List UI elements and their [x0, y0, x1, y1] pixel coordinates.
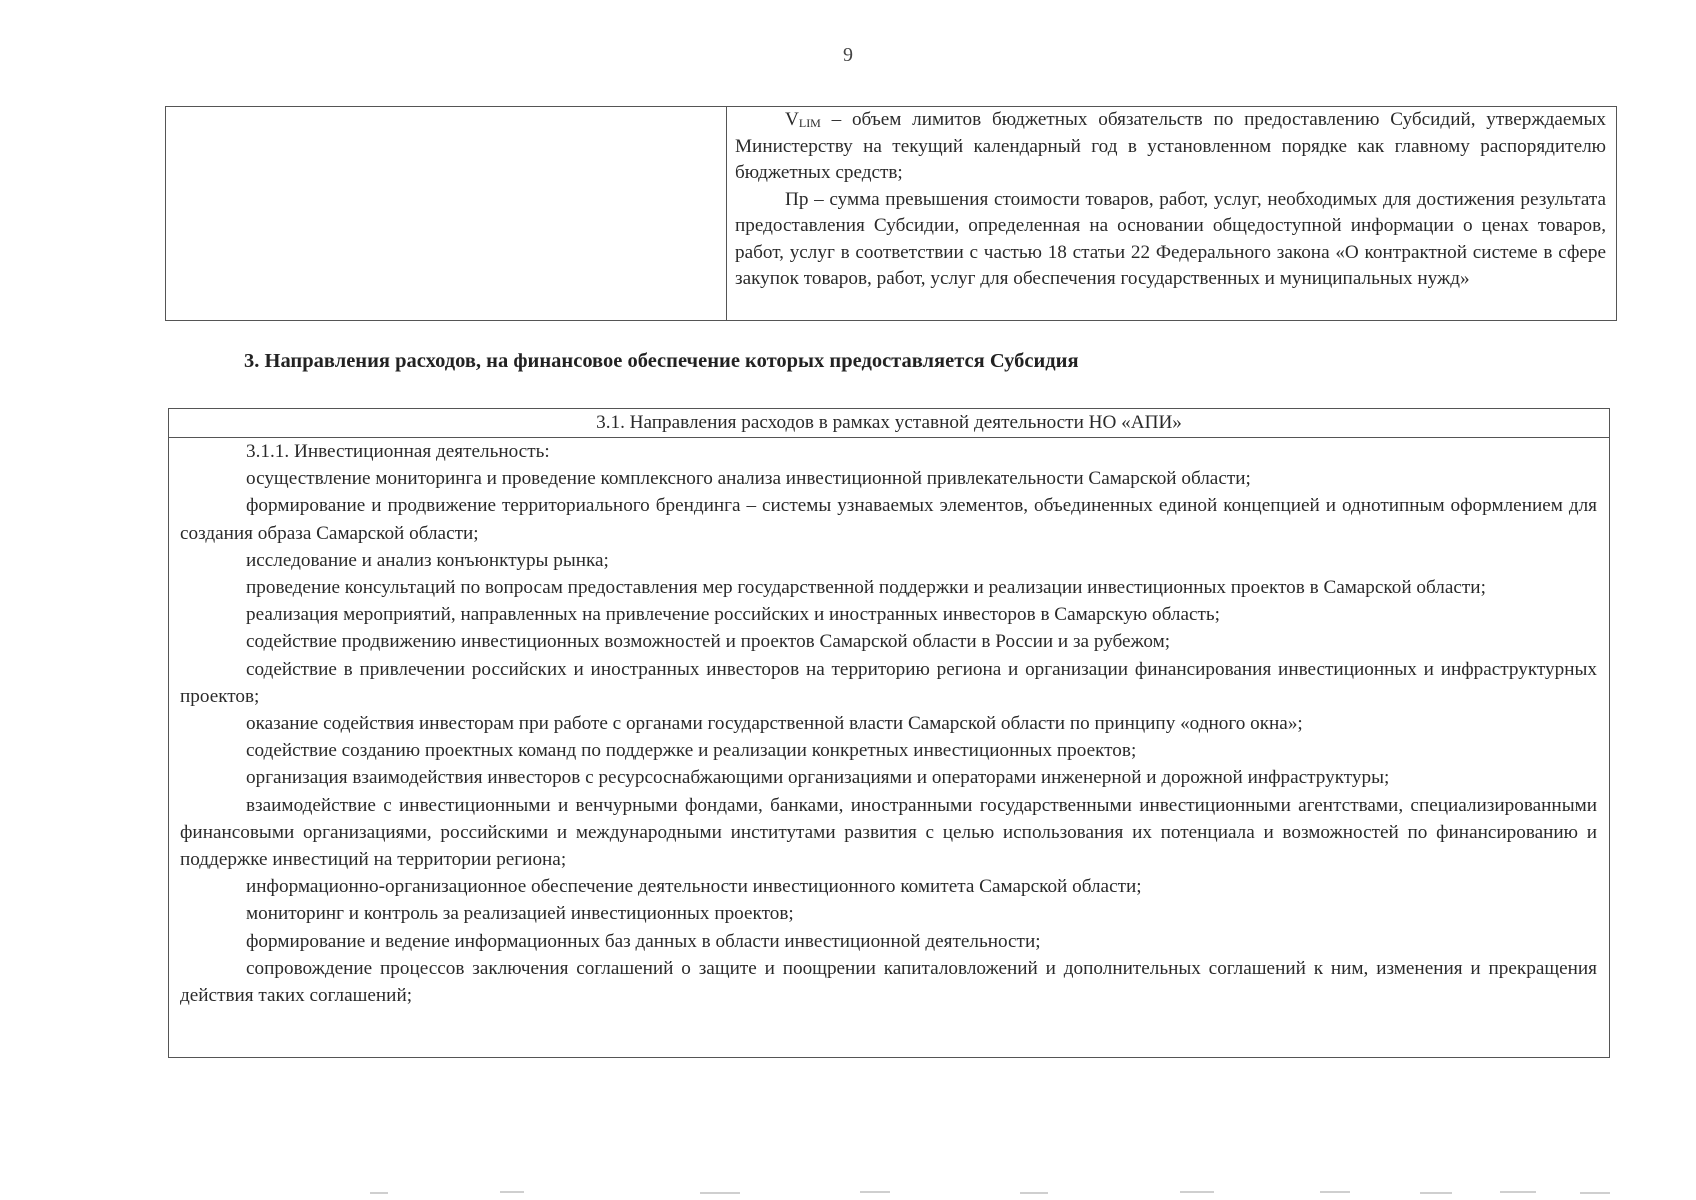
list-item: содействие продвижению инвестиционных возможностей и проектов Самарской области в России и за рубежом;	[246, 631, 1171, 653]
scan-artifact	[1500, 1191, 1536, 1193]
list-item: содействие созданию проектных команд по поддержке и реализации конкретных инвестиционных проектов;	[246, 740, 1137, 762]
list-item: реализация мероприятий, направленных на привлечение российских и иностранных инвесторов в Самарскую область;	[246, 604, 1220, 626]
definition-text: Пр – сумма превышения стоимости товаров, работ, услуг, необходимых для достижения результата предоставления Субсидии, определенная на основании общедоступной информации о ценах товаров, работ, услуг в соответствии с частью 18 статьи 22 Федерального закона «О контрактной системе в сфере закупок товаров, работ, услуг для обеспечения государственных и муниципальных нужд»	[735, 188, 1606, 289]
section-heading: 3. Направления расходов, на финансовое обеспечение которых предоставляется Субсидия	[244, 350, 1079, 372]
formula-definitions-table	[165, 106, 1617, 321]
scan-artifact	[1180, 1191, 1214, 1193]
list-item: осуществление мониторинга и проведение комплексного анализа инвестиционной привлекательности Самарской области;	[246, 468, 1251, 490]
scan-artifact	[1020, 1192, 1048, 1194]
list-item: взаимодействие с инвестиционными и венчурными фондами, банками, иностранными государственными инвестиционными агентствами, специализированными финансовыми организациями, российскими и международными институтами развития с целью использования их потенциала и возможностей по финансированию и поддержке инвестиций на территории региона;	[180, 794, 1597, 871]
list-item: проведение консультаций по вопросам предоставления мер государственной поддержки и реализации инвестиционных проектов в Самарской области;	[246, 577, 1486, 599]
list-item: оказание содействия инвесторам при работе с органами государственной власти Самарской области по принципу «одного окна»;	[246, 713, 1303, 735]
expense-directions-table	[168, 408, 1610, 1058]
list-item: организация взаимодействия инвесторов с ресурсоснабжающими организациями и операторами инженерной и дорожной инфраструктуры;	[246, 767, 1390, 789]
definition-v-lim	[735, 107, 1606, 187]
definition-text: – объем лимитов бюджетных обязательств по предоставлению Субсидий, утверждаемых Министерству на текущий календарный год в установленном порядке как главному распорядителю бюджетных средств;	[735, 109, 1606, 183]
list-item: формирование и ведение информационных баз данных в области инвестиционной деятельности;	[246, 930, 1041, 952]
scan-artifact	[370, 1192, 388, 1194]
list-item: 3.1.1. Инвестиционная деятельность:	[246, 441, 550, 462]
definitions-cell	[727, 107, 1616, 320]
list-item: мониторинг и контроль за реализацией инвестиционных проектов;	[246, 903, 794, 925]
list-item: информационно-организационное обеспечение деятельности инвестиционного комитета Самарской области;	[246, 876, 1142, 898]
definition-symbol: V	[785, 109, 799, 130]
list-item: формирование и продвижение территориального брендинга – системы узнаваемых элементов, объединенных единой концепцией и однотипным оформлением для создания образа Самарской области;	[180, 495, 1597, 544]
scan-artifact	[1320, 1191, 1350, 1193]
page-number: 9	[843, 44, 853, 66]
definition-pr	[735, 187, 1606, 293]
scan-artifact	[700, 1192, 740, 1194]
list-item: исследование и анализ конъюнктуры рынка;	[246, 549, 609, 571]
definition-subscript: LIM	[798, 116, 821, 130]
empty-cell	[166, 107, 727, 320]
table-body	[169, 438, 1609, 1009]
scan-artifact	[860, 1191, 890, 1193]
scan-artifact	[1580, 1192, 1610, 1194]
table-header: 3.1. Направления расходов в рамках уставной деятельности НО «АПИ»	[169, 409, 1609, 438]
list-item: сопровождение процессов заключения соглашений о защите и поощрении капиталовложений и дополнительных соглашений к ним, изменения и прекращения действия таких соглашений;	[180, 957, 1597, 1007]
list-item: содействие в привлечении российских и иностранных инвесторов на территорию региона и организации финансирования инвестиционных и инфраструктурных проектов;	[180, 658, 1597, 707]
scan-artifact	[1420, 1192, 1452, 1194]
scan-artifact	[500, 1191, 524, 1193]
